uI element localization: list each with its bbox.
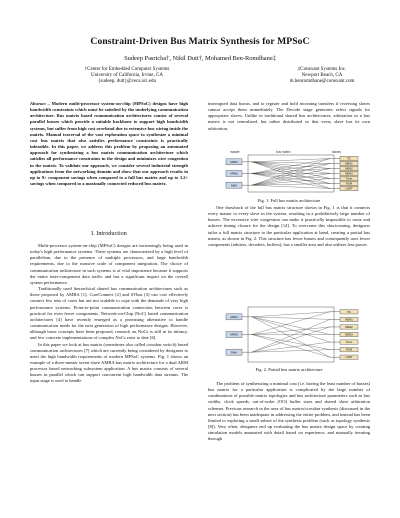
right-column-text [208, 381, 370, 443]
paragraph: Traditionally used hierarchical shared bus communication architectures such as those proposed by AMBA [1], CoreConnect [2] and STbus [3] can cost effectively connect few tens of cores but are not scalable to cope with the demands of very high performance systems. Point-to-point communication connection between cores is practical for even fewer components. Network-on-Chip (NoC) based communication architectures [4] have recently emerged as a promising alternative to handle communication needs for the next generation of high performance designs. However, although basic concepts have been proposed, research on NoCs is still in its infancy, and few concrete implementations of complex NoCs exist to date [6]. [30, 286, 188, 341]
bus-wire [252, 162, 330, 164]
paper-title: Constraint-Driven Bus Matrix Synthesis for MPSoC [90, 36, 310, 47]
slave-label: MEM2 [345, 167, 353, 171]
slave-label: UART [345, 187, 353, 191]
affiliation-line: †Center for Embedded Computer Systems [84, 67, 170, 72]
bus-wire [252, 312, 330, 335]
bus-wire [252, 335, 330, 358]
right-column-text [208, 205, 370, 248]
bus-wire [252, 159, 330, 162]
master-label: ARM1 [230, 314, 238, 319]
bus-wire [252, 185, 330, 188]
figure-header-master: master [230, 150, 240, 154]
master-label: DMA [230, 183, 238, 188]
slave-label: Timer [345, 177, 353, 181]
figure-partial-bus-matrix [224, 304, 360, 364]
affiliation-email: m.benromdhane@conexant.com [289, 79, 355, 85]
paragraph: One drawback of the full bus matrix structure shown in Fig. 1 is that it connects every master to every slave in the system, resulting in a prohibitively large number of busses. The excessive wire congestion can make it practically impossible to route and achieve timing closure for the design [14]. To overcome this shortcoming, designers tailor a full matrix structure to the particular application at hand, creating a partial bus matrix, as shown in Fig. 2. This structure has fewer busses and consequently uses fewer components (arbiters, decoders, buffers), has a smaller area and also utilizes less power. [208, 205, 370, 247]
master-label: ARM2 [230, 171, 238, 176]
introduction-body [30, 243, 188, 385]
master-label: ARM1 [230, 159, 238, 164]
bus-wire [252, 350, 330, 353]
figure-full-bus-matrix [224, 148, 360, 194]
slave-label: MEM2 [345, 325, 353, 329]
figure-1-caption: Fig. 1. Full bus matrix architecture [257, 198, 321, 203]
affiliation-line: ‡Conexant Systems Inc. [297, 67, 347, 72]
figure-2-caption: Fig. 2. Partial bus matrix architecture [255, 367, 323, 372]
slave-label: ITC [346, 157, 352, 161]
bus-wire [252, 317, 330, 342]
affiliation-conexant [262, 67, 382, 86]
slave-label: UART [345, 356, 353, 360]
slave-label: ROM [345, 348, 353, 352]
bus-wire [252, 312, 330, 317]
slave-label: ROM [345, 182, 353, 186]
section-heading-introduction: I. Introduction [91, 230, 127, 237]
abstract [30, 101, 188, 187]
affiliation-line: Newport Beach, CA [301, 73, 343, 79]
bus-wire [252, 317, 330, 357]
slave-label: MEM3 [345, 333, 353, 337]
figure-header-slaves: slaves [332, 150, 342, 154]
master-label: ARM2 [230, 332, 238, 337]
paragraph: interrupted data bursts, and to register and hold incoming transfers if receiving slaves cannot accept them immediately. The Decode stage generates select signals for appropriate slaves. Unlike in traditional shared bus architectures, arbitration in a bus matrix is not centralized, but rather distributed so that every slave has its own arbitration. [208, 101, 370, 131]
bus-wire [252, 317, 330, 335]
abstract-lead: Abstract [30, 101, 46, 106]
bus-wire [252, 184, 330, 186]
slave-label: MEM1 [345, 162, 353, 166]
paragraph: In this paper we look at bus matrix (sometimes also called crossbar switch) based communication architectures [7] which are currently being considered by designers to meet the high bandwidth requirements of modern MPSoC systems. Fig. 1 shows an example of a three-master seven-slave AMBA bus matrix architecture for a dual ARM processor based networking subsystem application. A bus matrix consists of several busses in parallel which can support concurrent high bandwidth data streams. The input stage is used to handle [30, 341, 188, 384]
abstract-text: – Modern multi-processor system-on-chip (MPSoC) designs have high bandwidth constraints which must be satisfied by the underlying communication architecture. Bus matrix based communication architectures consist of several parallel busses which provide a suitable backbone to support high bandwidth systems, but suffer from high cost overhead due to extensive bus wiring inside the matrix. Manual traversal of the vast exploration space to synthesize a minimal cost bus matrix that also satisfies performance constraints is practically infeasible. In this paper, we address this problem by proposing an automated approach for synthesizing a bus matrix communication architecture which satisfies all performance constraints in the design and minimizes wire congestion in the matrix. To validate our approach, we consider several industrial strength applications from the networking domain and show that our approach results in up to 9× component savings when compared to a full bus matrix and up to 3.2× savings when compared to a maximally connected reduced bus matrix. [30, 101, 188, 187]
affiliation-line: University of California, Irvine, CA [91, 73, 163, 79]
affiliation-email: {sudeep, dutt}@cecs.uci.edu [98, 79, 156, 85]
paragraph: Multi-processor system-on-chip (MPSoC) designs are increasingly being used in today's high performance systems. These systems are characterized by a high level of parallelism, due to the presence of multiple processors, and large bandwidth requirements, due to the massive scale of component integration. The choice of communication architecture in such systems is of vital importance because it supports the entire inter-component data traffic and has a significant impact on the overall system performance. [30, 243, 188, 285]
bus-wire [252, 174, 330, 189]
slave-label: MEM3 [345, 172, 353, 176]
slave-label: ITC [346, 310, 352, 314]
bus-wire [252, 317, 330, 320]
bus-wire [252, 159, 330, 174]
slave-label: MEM1 [345, 318, 353, 322]
right-column-text [208, 101, 370, 132]
paragraph: The problem of synthesizing a minimal cost (i.e. having the least number of busses) bus matrix for a particular application is complicated by the large number of combinations of possible matrix topologies and bus architecture parameters such as bus widths, clock speeds, out-of-order (OO) buffer sizes and shared slave arbitration schemes. Previous research in the area of bus matrix/crossbar synthesis (discussed in the next section) has been inadequate in addressing the entire problem, and instead has been limited to exploring a small subset of the synthesis problem (such as topology synthesis [8]). Very often, designers end up evaluating the bus matrix design space by creating simulation models annotated with detail based on experience, and manually iterating through [208, 381, 370, 442]
master-label: DMA [230, 350, 238, 355]
affiliation-uci [52, 67, 202, 86]
slave-label: Timer [345, 341, 353, 345]
author-list: Sudeep Pasricha†, Nikil Dutt†, Mohamed Ben-Romdhane‡ [124, 55, 276, 62]
figure-header-bus-matrix: bus matrix [276, 150, 291, 154]
